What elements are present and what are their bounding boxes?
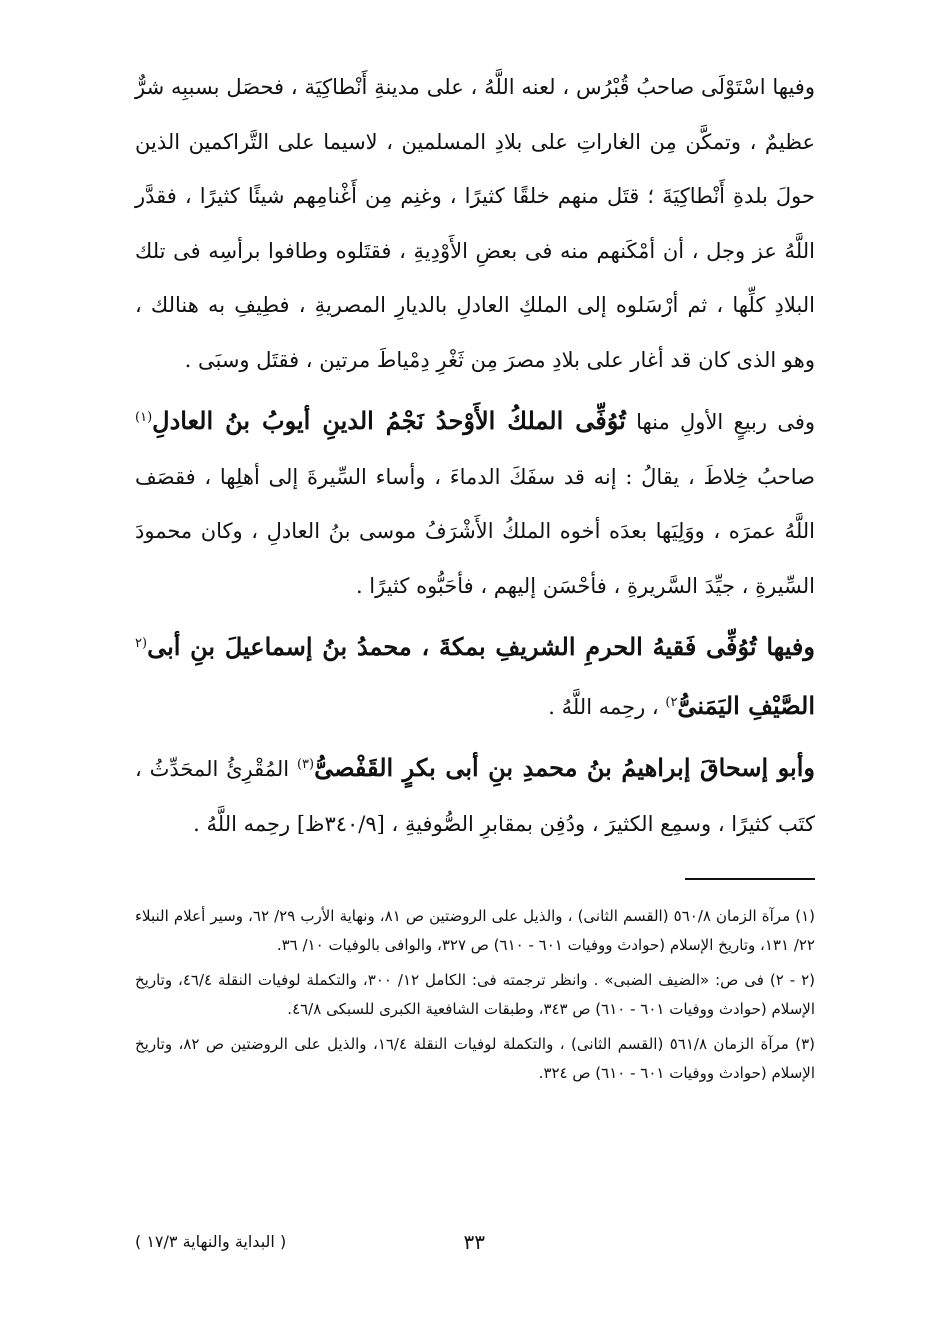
footnote-3: (٣) مرآة الزمان ٥٦١/٨ (القسم الثانى) ، والتكملة لوفيات النقلة ١٦/٤، والذيل على الروضتين ص ٨٢، وتاريخ الإسلام (حوادث ووفيات ٦٠١ - ٦١٠) ص ٣٢٤. (135, 1035, 816, 1082)
page-number: ٣٣ (463, 1230, 485, 1254)
footnote-2: (٢ - ٢) فى ص: «الضيف الضبى» . وانظر ترجمته فى: الكامل ١٢/ ٣٠٠، والتكملة لوفيات النقلة ٤٦/٤، وتاريخ الإسلام (حوادث ووفيات ٦٠١ - ٦١٠) ص ٣٤٣، وطبقات الشافعية الكبرى للسبكى ٤٦/٨. (135, 971, 816, 1018)
paragraph-text: ، رحِمه اللَّهُ . (548, 694, 666, 719)
footnotes (135, 902, 815, 1094)
footnote-marker-1[interactable]: (١) (135, 410, 153, 425)
paragraph-ayyub (135, 391, 815, 613)
paragraph-cyprus: وفيها اسْتَوْلَى صاحبُ قُبْرُس ، لعنه اللَّهُ ، على مدينةِ أَنْطاكِيَة ، فحصَل بسببِه شرٌّ عظيمٌ ، وتمكَّن مِن الغاراتِ على بلادِ المسلمين ، لاسيما على التَّراكمين الذين حولَ بلدةِ أَنْطاكِيَةَ ؛ قتَل منهم خلقًا كثيرًا ، وغنِم مِن أَغْنامِهم شيئًا كثيرًا ، فقدَّر اللَّهُ عز وجل ، أن أمْكَنهم منه فى بعضِ الأَوْدِيةِ ، فقتَلوه وطافوا برأسِه فى تلك البلادِ كلِّها ، ثم أرْسَلوه إلى الملكِ العادلِ بالديارِ المصريةِ ، فطِيفِ به هنالك ، وهو الذى كان قد أغار على بلادِ مصرَ مِن ثَغْرِ دِمْياطَ مرتين ، فقتَل وسبَى . (135, 75, 815, 372)
bold-heading-makki-2: الصَّيْفِ اليَمَنىُّ (677, 690, 815, 720)
footnote-marker-2-open[interactable]: (٢ (135, 636, 148, 651)
paragraph-lead: وفى ربيعٍ الأولِ منها (625, 410, 816, 434)
running-title: ( البداية والنهاية ١٧/٣ ) (135, 1232, 287, 1251)
footnote-marker-3[interactable]: (٣) (296, 757, 315, 772)
paragraph-text: صاحبُ خِلاطَ ، يقالُ : إنه قد سفَكَ الدماءَ ، وأساء السِّيرةَ إلى أهلِها ، فقصَف اللَّهُ عمرَه ، ووَلِيَها بعدَه أخوه الملكُ الأَشْرَفُ موسى بنُ العادلِ ، وكان محمودَ السِّيرةِ ، جيِّدَ السَّريرةِ ، فأحْسَن إليهم ، فأحَبُّوه كثيرًا . (135, 464, 815, 598)
paragraph-text: المُقْرِئُ المحَدِّثُ ، كتَب كثيرًا ، وسمِع الكثيرَ ، ودُفِن بمقابرِ الصُّوفيةِ ، [٣٤٠/٩ظ] رحِمه اللَّهُ . (135, 757, 815, 836)
bold-heading-makki: وفيها تُوُفِّى فَقيهُ الحرمِ الشريفِ بمكةَ ، محمدُ بنُ إسماعيلَ بنِ أبى (147, 632, 815, 661)
page-footer (135, 1230, 815, 1260)
bold-heading-qafsi: وأبو إسحاقَ إبراهيمُ بنُ محمدِ بنِ أبى بكرٍ القَفْصىُّ (314, 753, 815, 782)
paragraph-qafsi (135, 738, 815, 851)
footnote-marker-2-close[interactable]: ٢) (665, 694, 678, 710)
footnote-1: (١) مرآة الزمان ٥٦٠/٨ (القسم الثانى) ، والذيل على الروضتين ص ٨١، ونهاية الأرب ٢٩/ ٦٢، وسير أعلام النبلاء ٢٢/ ١٣١، وتاريخ الإسلام (حوادث ووفيات ٦٠١ - ٦١٠) ص ٣٢٧، والوافى بالوفيات ١٠/ ٣٦. (135, 907, 815, 954)
bold-heading-ayyub: تُوُفِّى الملكُ الأَوْحدُ نَجْمُ الدينِ أيوبُ بنُ العادلِ (152, 406, 626, 435)
main-text (135, 60, 815, 851)
footnote-divider (685, 878, 815, 880)
paragraph-makki (135, 617, 815, 734)
